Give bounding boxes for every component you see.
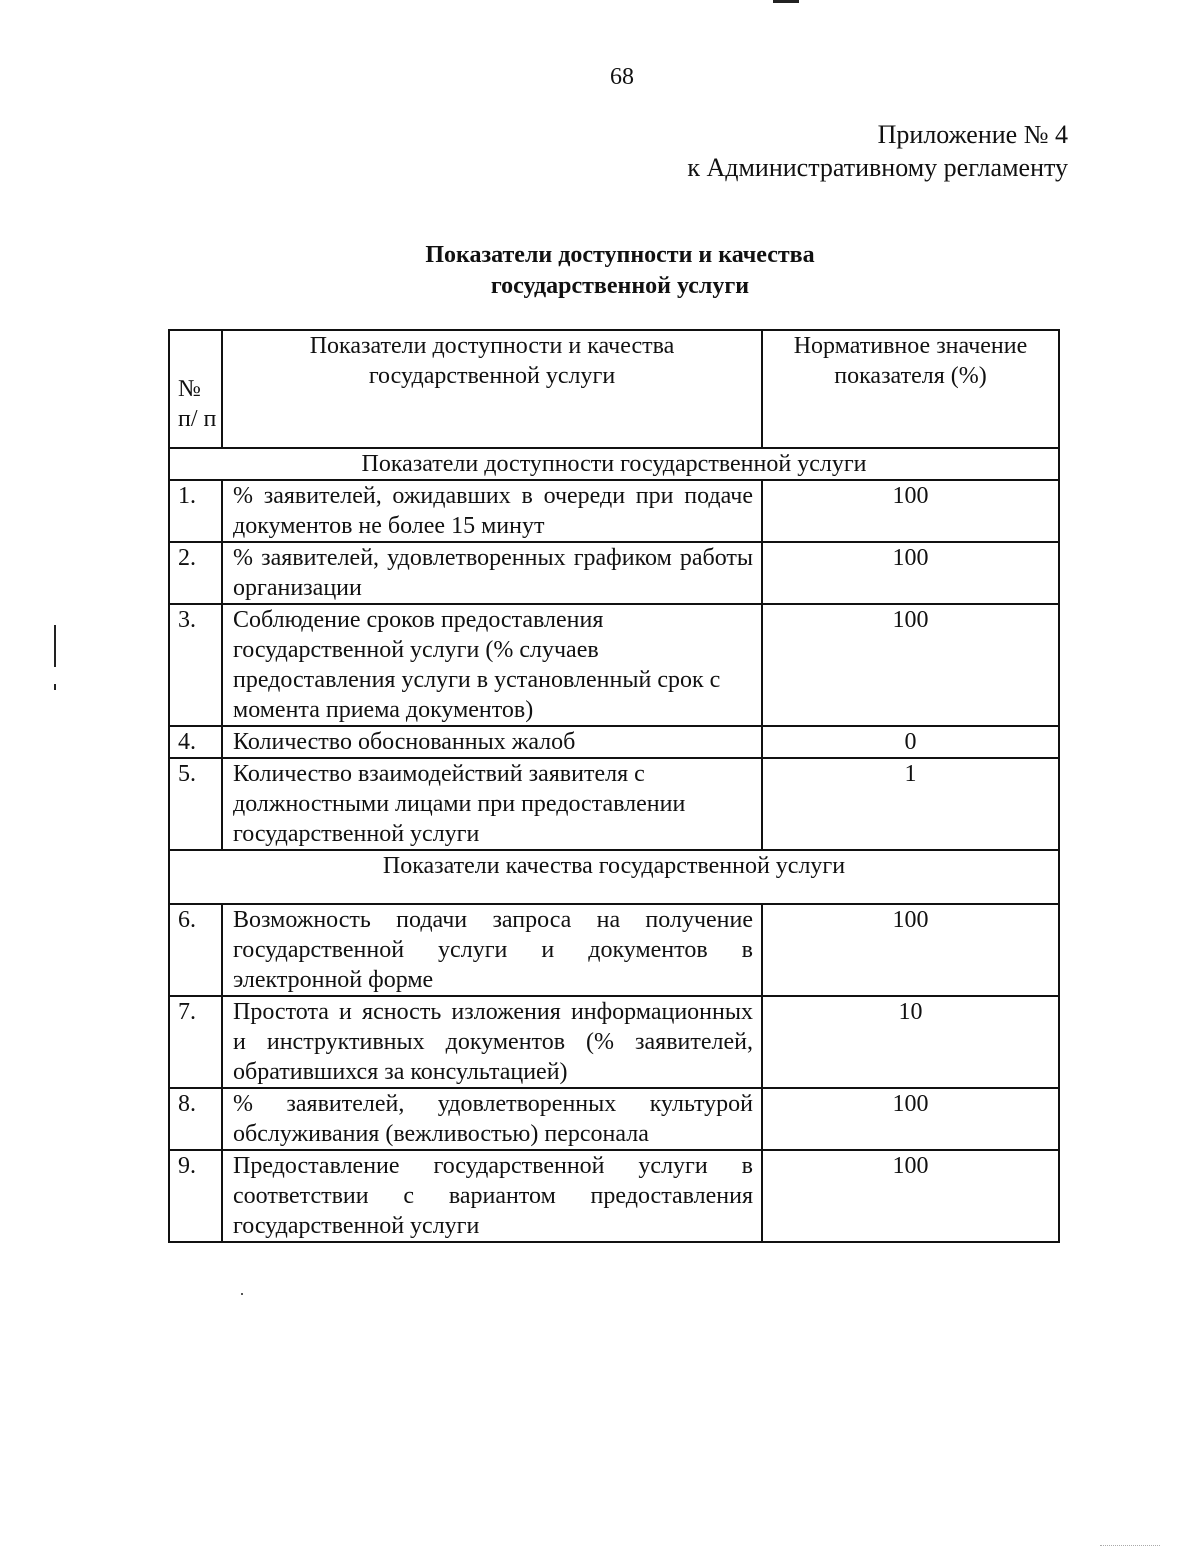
- row-value: 100: [762, 1088, 1059, 1150]
- row-name: % заявителей, удовлетворенных культурой обслуживания (вежливостью) персонала: [222, 1088, 762, 1150]
- section-quality: [169, 850, 1059, 904]
- table-row: [169, 996, 1059, 1088]
- row-num: 4.: [169, 726, 222, 758]
- scan-speck: [241, 1293, 243, 1295]
- table-row: [169, 1088, 1059, 1150]
- row-value: 100: [762, 1150, 1059, 1242]
- row-num: 6.: [169, 904, 222, 996]
- row-value: 100: [762, 904, 1059, 996]
- row-num: 5.: [169, 758, 222, 850]
- header-name: Показатели доступности и качества государственной услуги: [222, 330, 762, 448]
- section-accessibility: [169, 448, 1059, 480]
- row-name: Простота и ясность изложения информационных и инструктивных документов (% заявителей, обратившихся за консультацией): [222, 996, 762, 1088]
- row-num: 1.: [169, 480, 222, 542]
- header-num: № п/ п: [169, 330, 222, 448]
- row-num: 8.: [169, 1088, 222, 1150]
- appendix-heading: [687, 118, 1068, 184]
- row-num: 7.: [169, 996, 222, 1088]
- row-name: Возможность подачи запроса на получение государственной услуги и документов в электронной форме: [222, 904, 762, 996]
- scan-edge-dots: [1100, 1545, 1160, 1547]
- table-row: [169, 1150, 1059, 1242]
- title-line-1: Показатели доступности и качества: [425, 242, 815, 268]
- row-value: 10: [762, 996, 1059, 1088]
- row-value: 100: [762, 604, 1059, 726]
- row-name: Количество взаимодействий заявителя с должностными лицами при предоставлении государственной услуги: [222, 758, 762, 850]
- table-row: [169, 604, 1059, 726]
- row-value: 1: [762, 758, 1059, 850]
- row-value: 100: [762, 542, 1059, 604]
- table-row: [169, 758, 1059, 850]
- row-num: 2.: [169, 542, 222, 604]
- binder-dot: [54, 684, 56, 690]
- row-name: Количество обоснованных жалоб: [222, 726, 762, 758]
- section-quality-label: Показатели качества государственной услуги: [169, 850, 1059, 904]
- appendix-line-2: к Административному регламенту: [687, 153, 1068, 182]
- table-header-row: [169, 330, 1059, 448]
- row-name: Предоставление государственной услуги в соответствии с вариантом предоставления государственной услуги: [222, 1150, 762, 1242]
- header-value: Нормативное значение показателя (%): [762, 330, 1059, 448]
- row-num: 9.: [169, 1150, 222, 1242]
- table-row: [169, 726, 1059, 758]
- row-value: 100: [762, 480, 1059, 542]
- table-row: [169, 904, 1059, 996]
- row-num: 3.: [169, 604, 222, 726]
- table-row: [169, 480, 1059, 542]
- appendix-line-1: Приложение № 4: [877, 120, 1068, 149]
- row-name: % заявителей, удовлетворенных графиком работы организации: [222, 542, 762, 604]
- page-number: 68: [610, 64, 634, 90]
- document-title: [370, 240, 870, 302]
- title-line-2: государственной услуги: [490, 273, 750, 299]
- row-name: % заявителей, ожидавших в очереди при подаче документов не более 15 минут: [222, 480, 762, 542]
- indicators-table: [168, 329, 1060, 1243]
- table-row: [169, 542, 1059, 604]
- row-value: 0: [762, 726, 1059, 758]
- section-accessibility-label: Показатели доступности государственной услуги: [169, 448, 1059, 480]
- row-name: Соблюдение сроков предоставления государственной услуги (% случаев предоставления услуги в установленный срок с момента приема документов): [222, 604, 762, 726]
- top-edge-mark: [773, 0, 799, 3]
- binder-mark: [54, 625, 56, 667]
